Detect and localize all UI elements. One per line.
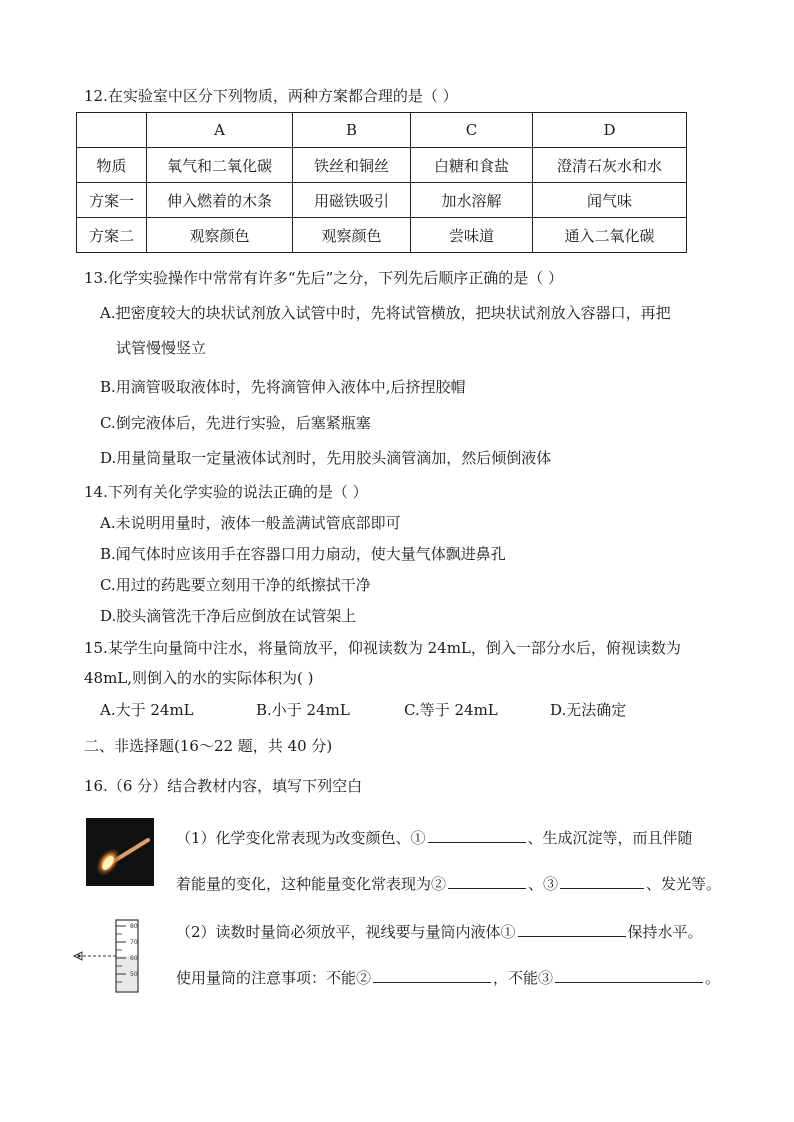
q14-option-b: B.闻气体时应该用手在容器口用力扇动，使大量气体飘进鼻孔 xyxy=(100,545,506,563)
q16-part1-line2: 着能量的变化，这种能量变化常表现为② 、③ 、发光等。 xyxy=(176,872,721,894)
table-cell: 伸入燃着的木条 xyxy=(147,183,293,218)
q14-option-d: D.胶头滴管洗干净后应倒放在试管架上 xyxy=(100,607,357,625)
table-cell: C xyxy=(411,113,533,148)
q15-option-d: D.无法确定 xyxy=(550,701,627,719)
answer-blank-3[interactable] xyxy=(560,872,644,889)
table-cell: D xyxy=(533,113,687,148)
q13-option-b: B.用滴管吸取液体时，先将滴管伸入液体中,后挤捏胶帽 xyxy=(100,378,466,396)
answer-blank-6[interactable] xyxy=(555,966,703,983)
graduated-cylinder-image xyxy=(72,916,152,996)
q15-option-b: B.小于 24mL xyxy=(256,701,350,719)
table-cell: 尝味道 xyxy=(411,218,533,253)
table-cell: 方案一 xyxy=(77,183,147,218)
q16-part1-line1: （1）化学变化常表现为改变颜色、① 、生成沉淀等，而且伴随 xyxy=(176,826,693,848)
q16-part2-line2: 使用量筒的注意事项：不能② ，不能③ 。 xyxy=(176,966,720,988)
q15-stem-cont: 48mL,则倒入的水的实际体积为( ) xyxy=(84,669,314,687)
table-cell: 白糖和食盐 xyxy=(411,148,533,183)
q13-stem: 13.化学实验操作中常常有许多“先后”之分，下列先后顺序正确的是（ ） xyxy=(84,269,563,287)
q15-option-c: C.等于 24mL xyxy=(404,701,498,719)
answer-blank-2[interactable] xyxy=(448,872,526,889)
table-row xyxy=(77,218,687,253)
table-cell: 通入二氧化碳 xyxy=(533,218,687,253)
table-cell: 观察颜色 xyxy=(293,218,411,253)
q14-option-c: C.用过的药匙要立刻用干净的纸擦拭干净 xyxy=(100,576,371,594)
answer-blank-1[interactable] xyxy=(428,826,526,843)
q16-stem: 16.（6 分）结合教材内容，填写下列空白 xyxy=(84,777,363,795)
burning-match-image xyxy=(86,818,154,886)
q15-stem: 15.某学生向量筒中注水，将量筒放平，仰视读数为 24mL，倒入一部分水后，俯视读数为 xyxy=(84,639,681,657)
table-cell: 闻气味 xyxy=(533,183,687,218)
table-cell: B xyxy=(293,113,411,148)
table-cell: 氧气和二氧化碳 xyxy=(147,148,293,183)
q15-option-a: A.大于 24mL xyxy=(100,701,194,719)
answer-blank-5[interactable] xyxy=(373,966,491,983)
section-title: 二、非选择题(16～22 题，共 40 分) xyxy=(84,737,333,755)
q12-table xyxy=(76,112,687,253)
table-cell: 用磁铁吸引 xyxy=(293,183,411,218)
q13-option-a-cont: 试管慢慢竖立 xyxy=(116,339,207,357)
table-cell: 澄清石灰水和水 xyxy=(533,148,687,183)
table-cell: 方案二 xyxy=(77,218,147,253)
q16-part2-line1: （2）读数时量筒必须放平，视线要与量筒内液体① 保持水平。 xyxy=(176,920,703,942)
table-row xyxy=(77,183,687,218)
cylinder-tick-label: 80 xyxy=(130,923,138,930)
table-cell: 加水溶解 xyxy=(411,183,533,218)
cylinder-tick-label: 70 xyxy=(130,939,138,946)
q13-option-d: D.用量筒量取一定量液体试剂时，先用胶头滴管滴加，然后倾倒液体 xyxy=(100,449,552,467)
q12-stem: 12.在实验室中区分下列物质，两种方案都合理的是（ ） xyxy=(84,87,458,105)
cylinder-tick-label: 50 xyxy=(130,971,138,978)
q14-option-a: A.未说明用量时，液体一般盖满试管底部即可 xyxy=(100,514,401,532)
q13-option-c: C.倒完液体后，先进行实验，后塞紧瓶塞 xyxy=(100,414,371,432)
table-cell: A xyxy=(147,113,293,148)
q14-stem: 14.下列有关化学实验的说法正确的是（ ） xyxy=(84,483,368,501)
table-cell: 铁丝和铜丝 xyxy=(293,148,411,183)
table-header-row xyxy=(77,113,687,148)
cylinder-tick-label: 60 xyxy=(130,955,138,962)
table-cell: 观察颜色 xyxy=(147,218,293,253)
table-row xyxy=(77,148,687,183)
answer-blank-4[interactable] xyxy=(518,920,626,937)
q13-option-a: A.把密度较大的块状试剂放入试管中时，先将试管横放，把块状试剂放入容器口，再把 xyxy=(100,304,671,322)
table-cell xyxy=(77,113,147,148)
table-cell: 物质 xyxy=(77,148,147,183)
